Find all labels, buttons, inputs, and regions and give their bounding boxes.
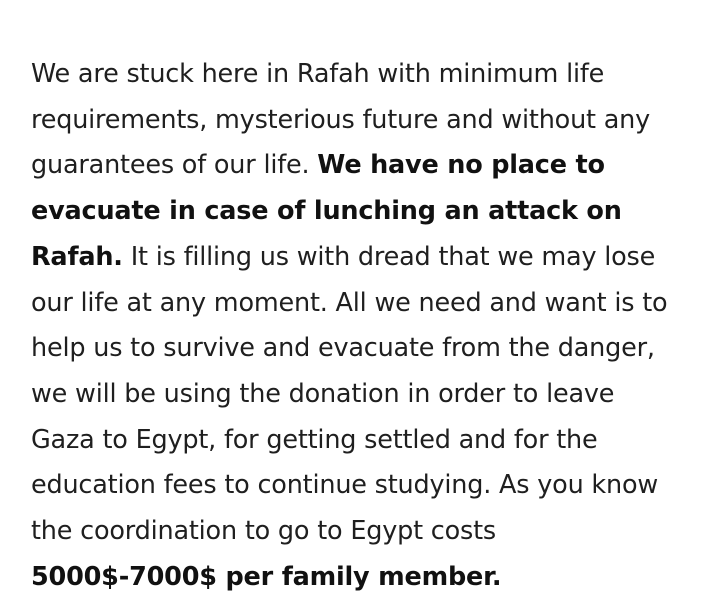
text-line-7 xyxy=(31,326,696,372)
bold-segment: We have no place to xyxy=(317,150,605,181)
bold-segment: Rafah. xyxy=(31,241,123,272)
text-line-1 xyxy=(31,52,696,98)
text-line-9 xyxy=(31,418,696,464)
text-segment: It is filling us with dread that we may lose xyxy=(122,241,656,272)
text-line-10 xyxy=(31,463,696,509)
text-segment: we will be using the donation in order to leave xyxy=(31,378,615,409)
text-segment: help us to survive and evacuate from the danger, xyxy=(31,333,655,364)
text-line-4 xyxy=(31,189,696,235)
text-segment: Gaza to Egypt, for getting settled and for the xyxy=(31,424,598,455)
text-line-8 xyxy=(31,372,696,418)
bold-segment: 5000$-7000$ per family member. xyxy=(31,561,502,592)
text-line-2 xyxy=(31,98,696,144)
text-line-5 xyxy=(31,235,696,281)
text-line-3 xyxy=(31,143,696,189)
text-segment: We are stuck here in Rafah with minimum life xyxy=(31,59,605,89)
text-segment: our life at any moment. All we need and want is to xyxy=(31,287,668,318)
text-segment: guarantees of our life. xyxy=(31,150,318,181)
text-line-6 xyxy=(31,281,696,327)
text-segment: education fees to continue studying. As you know xyxy=(31,470,659,501)
bold-segment: evacuate in case of lunching an attack on xyxy=(31,196,622,227)
text-line-12 xyxy=(31,555,696,600)
appeal-paragraph xyxy=(31,52,696,600)
text-line-11 xyxy=(31,509,696,555)
text-segment: the coordination to go to Egypt costs xyxy=(31,516,496,547)
text-segment: requirements, mysterious future and without any xyxy=(31,104,651,135)
